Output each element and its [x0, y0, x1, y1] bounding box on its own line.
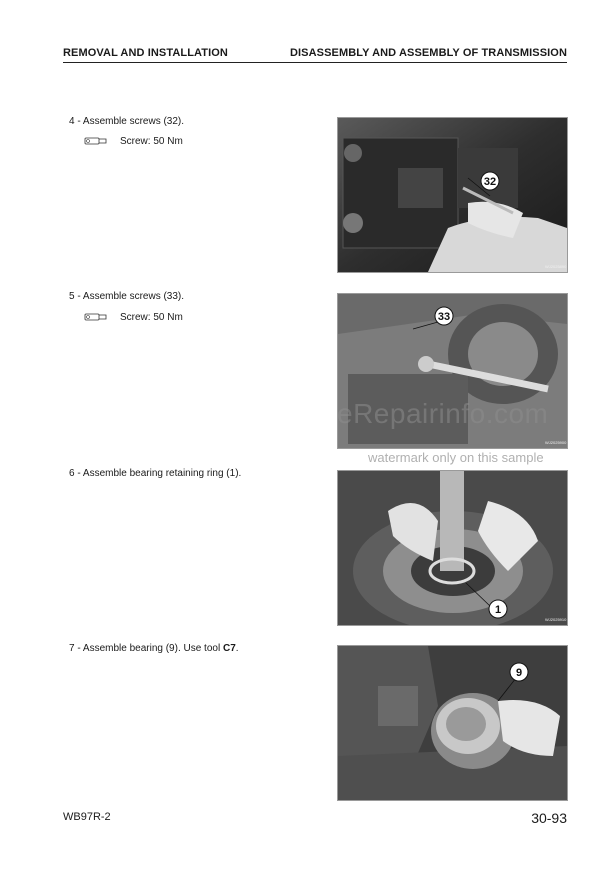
photo-step-7: [337, 645, 568, 801]
step-4-spec-value: Screw: 50 Nm: [120, 135, 183, 147]
step-6-text: 6 - Assemble bearing retaining ring (1).: [69, 468, 242, 479]
photo-code-6: WJ2025910: [545, 617, 567, 622]
photo-code-4: WJ2025890: [545, 264, 567, 269]
footer-model: WB97R-2: [63, 811, 111, 823]
callout-33: 33: [437, 311, 451, 323]
page-header-right: DISASSEMBLY AND ASSEMBLY OF TRANSMISSION: [289, 47, 567, 59]
step-5-spec-value: Screw: 50 Nm: [120, 311, 183, 323]
watermark-note: watermark only on this sample: [368, 450, 544, 465]
photo-code-5: WJ2025900: [545, 440, 567, 445]
photo-step-6: [337, 470, 568, 626]
torque-wrench-icon: [84, 311, 108, 323]
step-5-spec: [84, 311, 183, 323]
page-header-left: REMOVAL AND INSTALLATION: [63, 47, 228, 59]
tool-code: C7: [222, 643, 236, 654]
page-number: 30-93: [531, 810, 567, 826]
callout-32: 32: [483, 176, 497, 188]
step-4-spec: [84, 135, 183, 147]
step-5-text: 5 - Assemble screws (33).: [69, 291, 185, 302]
callout-1: 1: [494, 604, 502, 616]
photo-step-4: [337, 117, 568, 273]
callout-9: 9: [515, 667, 523, 679]
watermark-site: eRepairinfo.com: [337, 398, 549, 429]
step-7-text: 7 - Assemble bearing (9). Use tool C7.: [69, 643, 239, 654]
header-rule: [63, 62, 567, 63]
torque-wrench-icon: [84, 135, 108, 147]
step-4-text: 4 - Assemble screws (32).: [69, 116, 185, 127]
